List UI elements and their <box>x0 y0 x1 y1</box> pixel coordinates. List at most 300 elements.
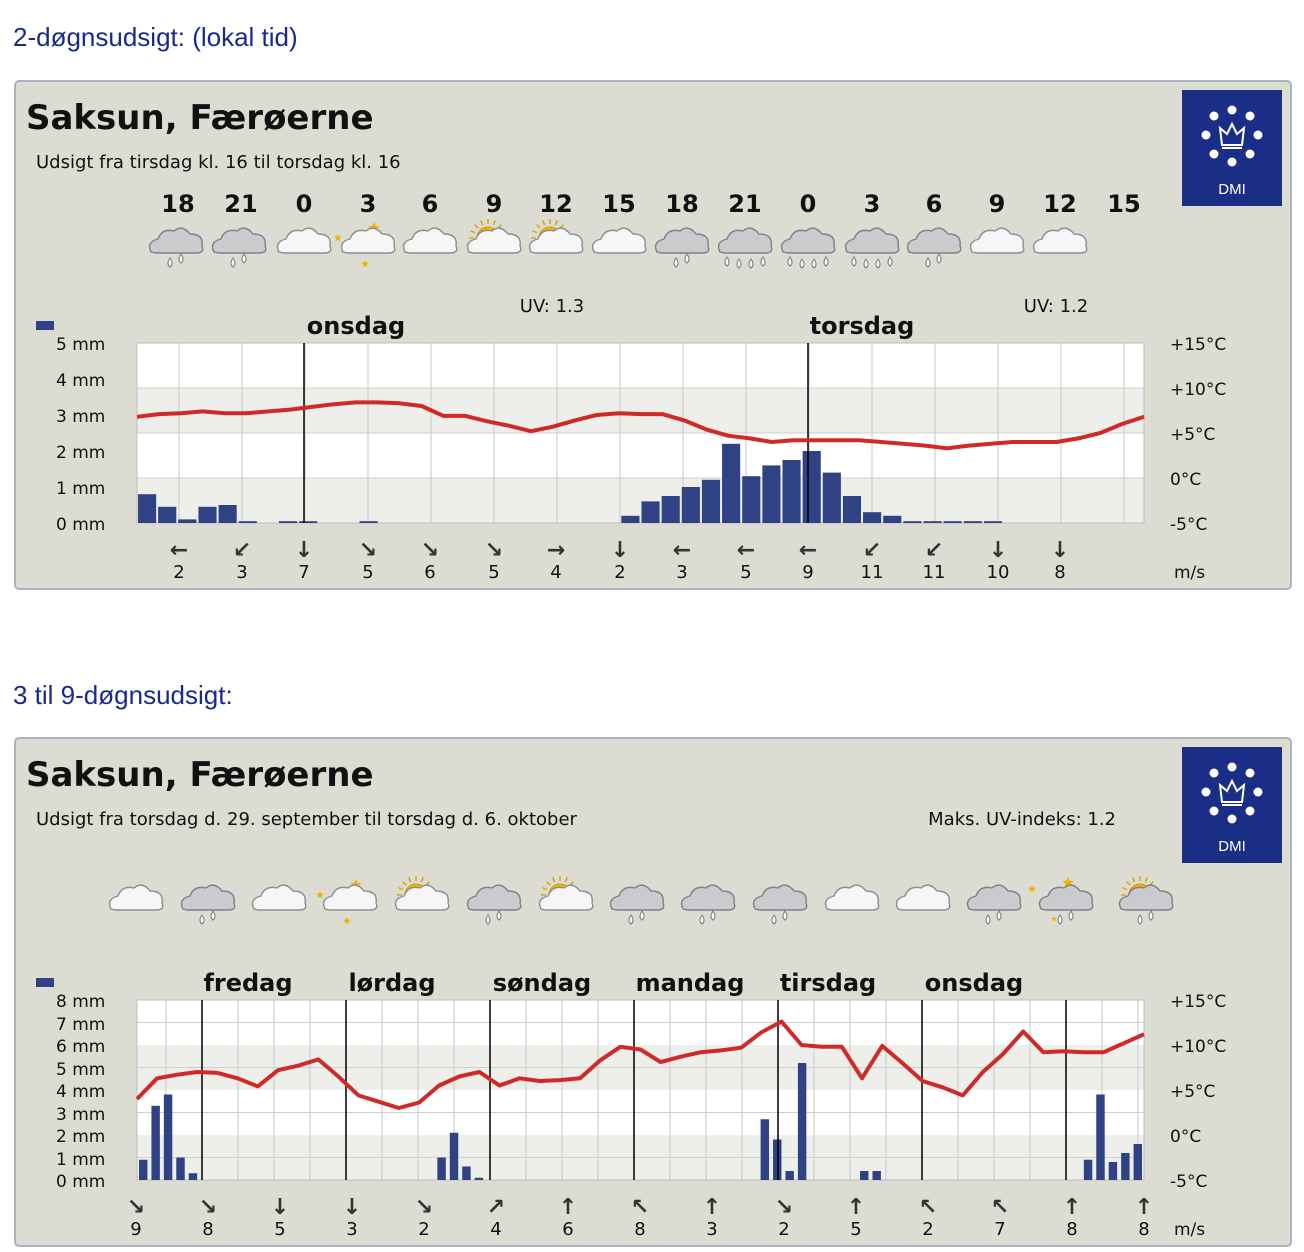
cloud-shape <box>540 885 593 910</box>
precip-bar <box>198 507 216 523</box>
cloud-shape <box>826 885 879 910</box>
rain-drop <box>242 254 246 263</box>
long-range-section-title: 3 til 9-døgnsudsigt: <box>13 680 233 710</box>
sun-ray <box>553 877 555 882</box>
rain-drop <box>788 257 792 266</box>
rain-drop <box>1058 915 1062 924</box>
day-label: fredag <box>203 969 293 997</box>
wind-speed-label: 10 <box>986 562 1010 583</box>
sun-ray <box>421 877 423 882</box>
wind-speed-label: 8 <box>1138 1219 1150 1240</box>
day-label: mandag <box>635 969 745 997</box>
hour-label: 12 <box>539 190 573 218</box>
weather-cloud-icon <box>1034 228 1087 253</box>
wind-direction-arrow-icon: ↗ <box>486 1195 506 1220</box>
cloud-shape <box>324 885 377 910</box>
weather-cloud-rain-icon <box>968 885 1021 924</box>
wind-speed-label: 3 <box>236 562 248 583</box>
precip-bar <box>984 521 1002 523</box>
rain-drop <box>725 257 729 266</box>
precip-bar <box>883 516 901 523</box>
cloud-shape <box>846 228 899 253</box>
precip-bar <box>1134 1144 1142 1180</box>
wind-direction-arrow-icon: ↓ <box>342 1195 362 1220</box>
cloud-shape <box>897 885 950 910</box>
hour-label: 21 <box>728 190 762 218</box>
y-axis-left-label: 4 mm <box>56 371 106 391</box>
precip-bar <box>450 1133 458 1180</box>
rain-drop <box>200 915 204 924</box>
sun-ray <box>1122 888 1127 890</box>
sun-ray <box>543 220 545 225</box>
y-axis-right-label: +10°C <box>1170 1037 1227 1057</box>
rain-drop <box>674 258 678 267</box>
hour-label: 3 <box>359 190 377 218</box>
y-axis-left-label: 0 mm <box>56 515 106 535</box>
dmi-logo-text: DMI <box>1218 181 1246 198</box>
y-axis-left-label: 2 mm <box>56 443 106 463</box>
two-day-forecast-panel <box>14 80 1292 590</box>
rain-drop <box>685 254 689 263</box>
precip-bar <box>872 1171 880 1180</box>
rain-drop <box>179 254 183 263</box>
cloud-shape <box>278 228 331 253</box>
hour-label: 9 <box>988 190 1006 218</box>
weather-cloud-sun-icon <box>468 219 521 253</box>
cloud-shape <box>1034 228 1087 253</box>
sun-ray <box>537 225 541 229</box>
weather-cloud-icon <box>593 228 646 253</box>
precip-bar <box>964 521 982 523</box>
wind-speed-label: 7 <box>994 1219 1006 1240</box>
wind-direction-arrow-icon: ↘ <box>774 1195 794 1220</box>
sun-ray <box>1145 877 1147 882</box>
rain-drop <box>1069 911 1073 920</box>
y-axis-right-label: +5°C <box>1170 425 1216 445</box>
rain-drop <box>888 257 892 266</box>
wind-direction-arrow-icon: ↓ <box>610 538 630 563</box>
wind-direction-arrow-icon: ↘ <box>420 538 440 563</box>
cloud-shape <box>971 228 1024 253</box>
hour-label: 0 <box>799 190 817 218</box>
cloud-shape <box>468 228 521 253</box>
wind-speed-label: 5 <box>850 1219 862 1240</box>
sun-ray <box>547 882 551 886</box>
wind-direction-arrow-icon: ↙ <box>232 538 252 563</box>
wind-speed-label: 9 <box>130 1219 142 1240</box>
weather-cloud-rain-icon <box>611 885 664 924</box>
wind-direction-arrow-icon: ↖ <box>918 1195 938 1220</box>
wind-direction-arrow-icon: → <box>546 538 566 563</box>
precip-bar <box>702 480 720 523</box>
rain-drop <box>800 259 804 268</box>
y-axis-right-label: 0°C <box>1170 1127 1202 1147</box>
weather-cloud-heavy-rain-icon <box>719 228 772 268</box>
rain-drop <box>997 911 1001 920</box>
star-shape <box>334 234 342 241</box>
sun-ray <box>493 220 495 225</box>
sun-ray <box>555 220 557 225</box>
wind-direction-arrow-icon: ↘ <box>484 538 504 563</box>
rain-drop <box>926 258 930 267</box>
y-axis-left-label: 5 mm <box>56 335 106 355</box>
weather-cloud-rain-icon <box>754 885 807 924</box>
weather-cloud-icon <box>897 885 950 910</box>
grid-band <box>137 343 1144 388</box>
wind-direction-arrow-icon: ↙ <box>862 538 882 563</box>
precip-bar <box>722 444 740 523</box>
rain-drop <box>1149 911 1153 920</box>
precip-bar <box>360 521 378 523</box>
rain-drop <box>812 259 816 268</box>
weather-cloud-icon <box>110 885 163 910</box>
rain-drop <box>629 915 633 924</box>
wind-direction-arrow-icon: ↖ <box>990 1195 1010 1220</box>
cloud-shape <box>110 885 163 910</box>
hour-label: 15 <box>1107 190 1141 218</box>
cloud-shape <box>182 885 235 910</box>
precip-bar <box>823 473 841 523</box>
wind-speed-label: 8 <box>1066 1219 1078 1240</box>
star-shape <box>1051 916 1057 921</box>
hour-label: 12 <box>1043 190 1077 218</box>
cloud-shape <box>719 228 772 253</box>
wind-direction-arrow-icon: ↘ <box>198 1195 218 1220</box>
precip-bar <box>682 487 700 523</box>
sun-ray <box>1133 877 1135 882</box>
day-label: tirsdag <box>779 969 877 997</box>
cloud-shape <box>342 228 395 253</box>
star-shape <box>316 891 324 898</box>
wind-speed-label: 2 <box>922 1219 934 1240</box>
wind-direction-arrow-icon: ↘ <box>414 1195 434 1220</box>
precip-bar <box>621 516 639 523</box>
y-axis-left-label: 2 mm <box>56 1127 106 1147</box>
hour-label: 15 <box>602 190 636 218</box>
weather-cloud-rain-icon <box>468 885 521 924</box>
rain-drop <box>824 257 828 266</box>
precip-bar <box>782 460 800 523</box>
hour-label: 9 <box>485 190 503 218</box>
wind-speed-label: 8 <box>634 1219 646 1240</box>
weather-cloud-moon-stars-icon <box>316 879 377 924</box>
sun-ray <box>532 231 537 233</box>
cloud-shape <box>530 228 583 253</box>
wind-unit-label: m/s <box>1174 563 1206 583</box>
wind-direction-arrow-icon: ↓ <box>294 538 314 563</box>
precip-bar <box>1096 1095 1104 1181</box>
wind-direction-arrow-icon: ↓ <box>988 538 1008 563</box>
wind-speed-label: 7 <box>298 562 310 583</box>
cloud-shape <box>468 885 521 910</box>
wind-direction-arrow-icon: ← <box>736 538 756 563</box>
star-shape <box>1028 885 1036 892</box>
precipitation-legend-swatch <box>36 978 54 987</box>
wind-direction-arrow-icon: ↑ <box>846 1195 866 1220</box>
rain-drop <box>876 259 880 268</box>
two-day-section-title: 2-døgnsudsigt: (lokal tid) <box>13 22 298 52</box>
y-axis-right-label: +15°C <box>1170 335 1227 355</box>
wind-speed-label: 3 <box>706 1219 718 1240</box>
weather-cloud-icon <box>404 228 457 253</box>
wind-speed-label: 2 <box>778 1219 790 1240</box>
precip-bar <box>475 1178 483 1180</box>
weather-cloud-sun-icon <box>540 876 593 910</box>
rain-drop <box>761 257 765 266</box>
cloud-shape <box>253 885 306 910</box>
rain-drop <box>711 911 715 920</box>
cloud-shape <box>656 228 709 253</box>
wind-speed-label: 11 <box>922 562 946 583</box>
weather-cloud-sun-icon <box>530 219 583 253</box>
weather-cloud-sun-icon <box>396 876 449 910</box>
rain-drop <box>700 915 704 924</box>
sun-ray <box>1127 882 1131 886</box>
cloud-shape <box>611 885 664 910</box>
wind-speed-label: 2 <box>614 562 626 583</box>
wind-speed-label: 4 <box>550 562 562 583</box>
hour-label: 0 <box>295 190 313 218</box>
rain-drop <box>937 254 941 263</box>
rain-drop <box>211 911 215 920</box>
precip-bar <box>178 519 196 523</box>
wind-speed-label: 2 <box>173 562 185 583</box>
wind-speed-label: 11 <box>860 562 884 583</box>
uv-label: UV: 1.2 <box>1023 296 1089 317</box>
sun-ray <box>470 231 475 233</box>
precip-bar <box>239 521 257 523</box>
precip-bar <box>761 1119 769 1180</box>
weather-cloud-rain-icon <box>182 885 235 924</box>
y-axis-left-label: 4 mm <box>56 1082 106 1102</box>
precip-bar <box>151 1106 159 1180</box>
y-axis-left-label: 0 mm <box>56 1172 106 1192</box>
rain-drop <box>168 258 172 267</box>
rain-drop <box>640 911 644 920</box>
day-label: onsdag <box>924 969 1024 997</box>
wind-speed-label: 8 <box>202 1219 214 1240</box>
weather-cloud-heavy-rain-icon <box>782 228 835 268</box>
wind-direction-arrow-icon: ← <box>798 538 818 563</box>
y-axis-left-label: 5 mm <box>56 1060 106 1080</box>
y-axis-left-label: 1 mm <box>56 479 106 499</box>
hour-label: 6 <box>925 190 943 218</box>
precip-bar <box>642 501 660 523</box>
y-axis-left-label: 6 mm <box>56 1037 106 1057</box>
wind-direction-arrow-icon: ↑ <box>558 1195 578 1220</box>
cloud-shape <box>754 885 807 910</box>
uv-index-max: Maks. UV-indeks: 1.2 <box>928 809 1116 830</box>
wind-speed-label: 3 <box>346 1219 358 1240</box>
grid-band <box>137 433 1144 478</box>
rain-drop <box>749 259 753 268</box>
precip-bar <box>944 521 962 523</box>
cloud-shape <box>1120 885 1173 910</box>
weather-cloud-icon <box>971 228 1024 253</box>
weather-cloud-heavy-rain-icon <box>846 228 899 268</box>
weather-cloud-moon-stars-icon <box>334 222 395 267</box>
precip-bar <box>662 496 680 523</box>
dmi-logo-text: DMI <box>1218 838 1246 855</box>
day-label: onsdag <box>306 312 406 340</box>
precip-bar <box>798 1063 806 1180</box>
precip-bar <box>279 521 297 523</box>
y-axis-right-label: +15°C <box>1170 992 1227 1012</box>
precip-bar <box>1121 1153 1129 1180</box>
star-shape <box>343 917 351 924</box>
wind-speed-label: 2 <box>418 1219 430 1240</box>
cloud-shape <box>1040 885 1093 910</box>
y-axis-right-label: 0°C <box>1170 470 1202 490</box>
rain-drop <box>986 915 990 924</box>
weather-cloud-rain-icon <box>656 228 709 267</box>
precip-bar <box>843 496 861 523</box>
precip-bar <box>138 494 156 523</box>
precip-bar <box>158 507 176 523</box>
y-axis-right-label: +5°C <box>1170 1082 1216 1102</box>
weather-cloud-rain-star-icon <box>1028 877 1093 924</box>
sun-ray <box>481 220 483 225</box>
weather-cloud-rain-icon <box>908 228 961 267</box>
rain-drop <box>486 915 490 924</box>
rain-drop <box>852 257 856 266</box>
cloud-shape <box>908 228 961 253</box>
precip-bar <box>1084 1160 1092 1180</box>
y-axis-left-label: 3 mm <box>56 407 106 427</box>
wind-speed-label: 5 <box>740 562 752 583</box>
precip-bar <box>164 1095 172 1181</box>
wind-speed-label: 5 <box>274 1219 286 1240</box>
wind-speed-label: 9 <box>802 562 814 583</box>
weather-cloud-rain-icon <box>682 885 735 924</box>
cloud-shape <box>213 228 266 253</box>
uv-label: UV: 1.3 <box>519 296 585 317</box>
wind-speed-label: 3 <box>676 562 688 583</box>
weather-cloud-icon <box>253 885 306 910</box>
long-range-chart <box>16 739 1290 1245</box>
precip-bar <box>903 521 921 523</box>
cloud-shape <box>593 228 646 253</box>
precip-bar <box>742 476 760 523</box>
wind-direction-arrow-icon: ← <box>169 538 189 563</box>
precip-bar <box>189 1173 197 1180</box>
wind-direction-arrow-icon: ↙ <box>924 538 944 563</box>
day-label: torsdag <box>809 312 915 340</box>
rain-drop <box>783 911 787 920</box>
sun-ray <box>403 882 407 886</box>
hour-label: 3 <box>863 190 881 218</box>
precip-bar <box>860 1171 868 1180</box>
wind-direction-arrow-icon: ↘ <box>126 1195 146 1220</box>
weather-cloud-rain-icon <box>213 228 266 267</box>
forecast-period: Udsigt fra torsdag d. 29. september til torsdag d. 6. oktober <box>36 809 577 830</box>
wind-direction-arrow-icon: ↑ <box>702 1195 722 1220</box>
rain-drop <box>772 915 776 924</box>
cloud-shape <box>396 885 449 910</box>
wind-speed-label: 5 <box>488 562 500 583</box>
grid-band <box>137 478 1144 523</box>
precip-bar <box>863 512 881 523</box>
cloud-shape <box>782 228 835 253</box>
hour-label: 21 <box>224 190 258 218</box>
long-range-forecast-panel <box>14 737 1292 1247</box>
wind-speed-label: 8 <box>1054 562 1066 583</box>
precip-bar <box>437 1158 445 1181</box>
wind-speed-label: 4 <box>490 1219 502 1240</box>
wind-direction-arrow-icon: ↖ <box>630 1195 650 1220</box>
wind-direction-arrow-icon: ↓ <box>270 1195 290 1220</box>
rain-drop <box>737 259 741 268</box>
precip-bar <box>923 521 941 523</box>
precipitation-legend-swatch <box>36 321 54 330</box>
wind-direction-arrow-icon: ← <box>672 538 692 563</box>
sun-ray <box>398 888 403 890</box>
wind-speed-label: 6 <box>562 1219 574 1240</box>
two-day-chart <box>16 82 1290 588</box>
precip-bar <box>299 521 317 523</box>
y-axis-right-label: -5°C <box>1170 1172 1208 1192</box>
cloud-shape <box>404 228 457 253</box>
wind-speed-label: 6 <box>424 562 436 583</box>
wind-direction-arrow-icon: ↑ <box>1134 1195 1154 1220</box>
hour-label: 18 <box>161 190 195 218</box>
precip-bar <box>803 451 821 523</box>
weather-cloud-icon <box>278 228 331 253</box>
sun-ray <box>542 888 547 890</box>
wind-speed-label: 5 <box>362 562 374 583</box>
sun-ray <box>475 225 479 229</box>
y-axis-left-label: 3 mm <box>56 1105 106 1125</box>
y-axis-left-label: 8 mm <box>56 992 106 1012</box>
y-axis-right-label: +10°C <box>1170 380 1227 400</box>
day-label: søndag <box>492 969 592 997</box>
weather-cloud-rain-sun-icon <box>1120 876 1173 924</box>
weather-cloud-icon <box>826 885 879 910</box>
precip-bar <box>139 1160 147 1180</box>
rain-drop <box>231 258 235 267</box>
cloud-shape <box>968 885 1021 910</box>
sun-ray <box>409 877 411 882</box>
y-axis-right-label: -5°C <box>1170 515 1208 535</box>
y-axis-left-label: 1 mm <box>56 1150 106 1170</box>
y-axis-left-label: 7 mm <box>56 1015 106 1035</box>
star-shape <box>361 260 369 267</box>
wind-direction-arrow-icon: ↓ <box>1050 538 1070 563</box>
precip-bar <box>1109 1162 1117 1180</box>
wind-direction-arrow-icon: ↘ <box>358 538 378 563</box>
precip-bar <box>219 505 237 523</box>
day-label: lørdag <box>348 969 436 997</box>
rain-drop <box>1138 915 1142 924</box>
location-title: Saksun, Færøerne <box>26 98 374 138</box>
forecast-period: Udsigt fra tirsdag kl. 16 til torsdag kl. 16 <box>36 152 401 173</box>
rain-drop <box>864 259 868 268</box>
weather-cloud-rain-icon <box>150 228 203 267</box>
wind-unit-label: m/s <box>1174 1220 1206 1240</box>
rain-drop <box>497 911 501 920</box>
precip-bar <box>785 1171 793 1180</box>
precip-bar <box>176 1158 184 1181</box>
sun-ray <box>565 877 567 882</box>
hour-label: 6 <box>421 190 439 218</box>
precip-bar <box>462 1167 470 1181</box>
cloud-shape <box>150 228 203 253</box>
precip-bar <box>762 465 780 523</box>
wind-direction-arrow-icon: ↑ <box>1062 1195 1082 1220</box>
cloud-shape <box>682 885 735 910</box>
hour-label: 18 <box>665 190 699 218</box>
location-title: Saksun, Færøerne <box>26 755 374 795</box>
